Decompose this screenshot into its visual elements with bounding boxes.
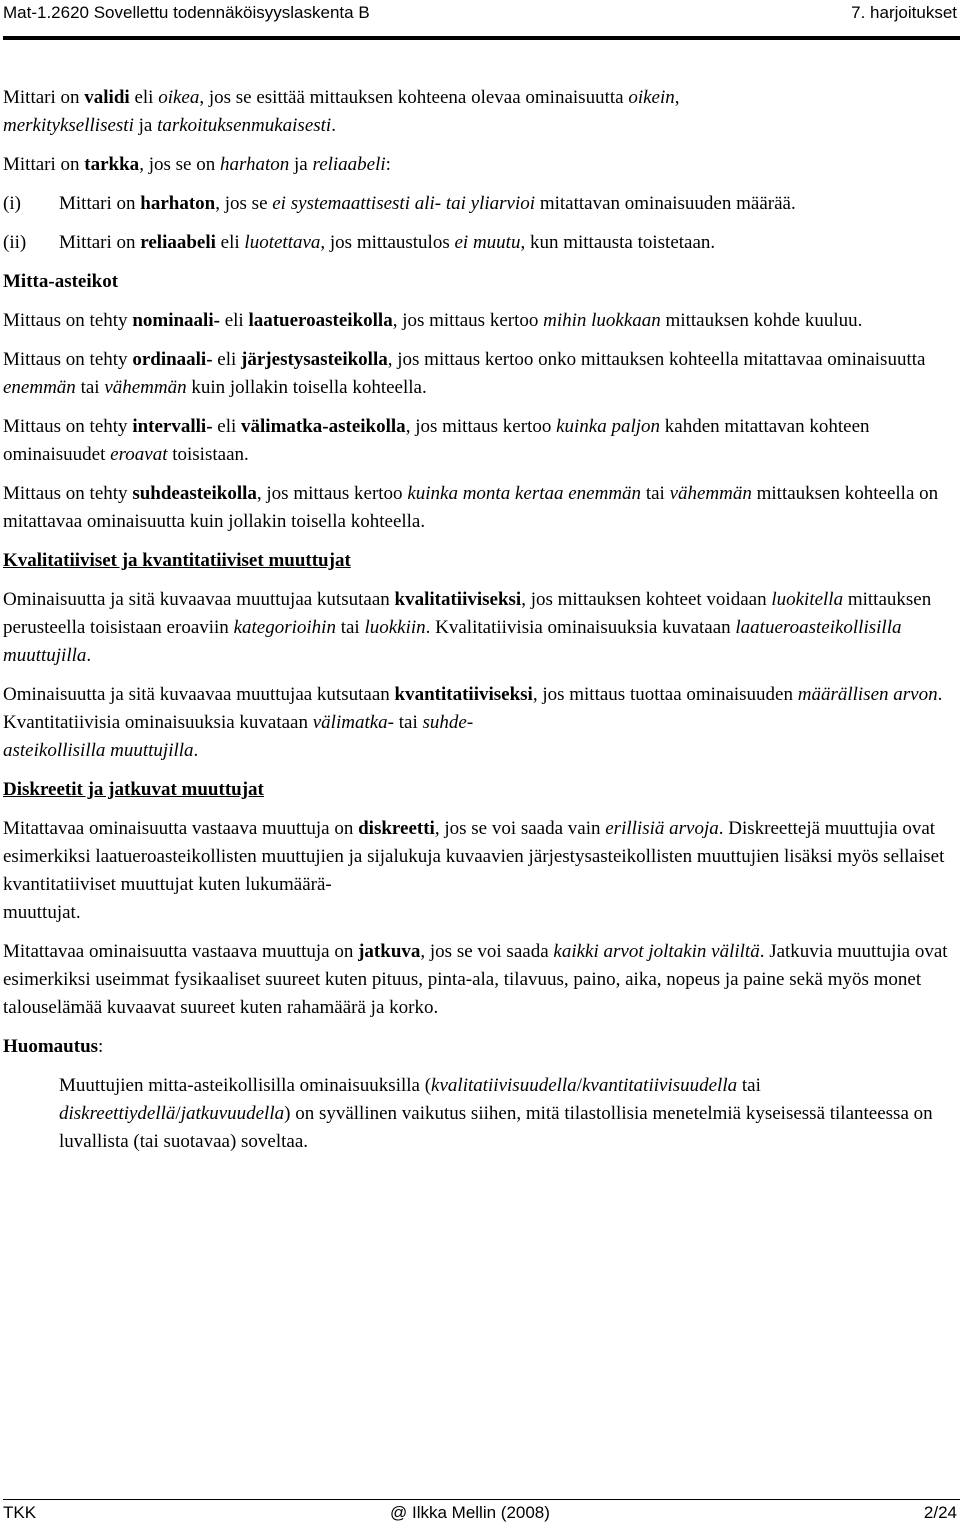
- note-heading: Huomautus:: [3, 1036, 104, 1057]
- discrete-paragraph: Mitattavaa ominaisuutta vastaava muuttuja on diskreetti, jos se voi saada vain erillisiä arvoja. Diskreettejä muuttujia ovat esimerkiksi laatueroasteikollisten muuttujien ja sijalukuja kuvaavien järjestysasteikollisten muuttujien lisäksi myös sellaiset kvantitatiiviset muuttujat kuten lukumäärä- muuttujat.: [3, 818, 945, 923]
- page-footer: [3, 1503, 957, 1529]
- footer-institution: TKK: [3, 1503, 37, 1522]
- quantitative-paragraph: Ominaisuutta ja sitä kuvaavaa muuttujaa kutsutaan kvantitatiiviseksi, jos mittaus tuottaa ominaisuuden määrällisen arvon. Kvantitatiivisia ominaisuuksia kuvataan välimatka- tai suhde- asteikollisilla muuttujilla.: [3, 684, 943, 761]
- interval-paragraph: Mittaus on tehty intervalli- eli välimatka-asteikolla, jos mittaus kertoo kuinka paljon kahden mitattavan kohteen ominaisuudet eroavat toisistaan.: [3, 416, 870, 465]
- footer-author: @ Ilkka Mellin (2008): [390, 1503, 550, 1522]
- nominal-paragraph: Mittaus on tehty nominaali- eli laatueroasteikolla, jos mittaus kertoo mihin luokkaan mittauksen kohde kuuluu.: [3, 310, 863, 331]
- ratio-paragraph: Mittaus on tehty suhdeasteikolla, jos mittaus kertoo kuinka monta kertaa enemmän tai vähemmän mittauksen kohteella on mitattavaa ominaisuutta kuin jollakin toisella kohteella.: [3, 483, 939, 532]
- page-header: [3, 0, 957, 26]
- heading-discrete-continuous: Diskreetit ja jatkuvat muuttujat: [3, 779, 264, 800]
- item-text: Mittari on reliaabeli eli luotettava, jos mittaustulos ei muutu, kun mittausta toistetaan.: [59, 232, 716, 253]
- page-number: 2/24: [923, 1503, 957, 1522]
- accuracy-paragraph: Mittari on tarkka, jos se on harhaton ja reliaabeli:: [3, 154, 391, 175]
- footer-rule: [3, 1499, 960, 1500]
- note-paragraph: Muuttujien mitta-asteikollisilla ominaisuuksilla (kvalitatiivisuudella/kvantitatiivisuudella tai diskreettiydellä/jatkuvuudella) on syvällinen vaikutus siihen, mitä tilastollisia menetelmiä kyseisessä tilanteessa on luvallista (tai suotavaa) soveltaa.: [59, 1075, 933, 1152]
- item-number: (ii): [3, 232, 27, 253]
- header-rule: [3, 36, 960, 40]
- heading-scales: Mitta-asteikot: [3, 271, 119, 292]
- heading-qualitative-quantitative: Kvalitatiiviset ja kvantitatiiviset muuttujat: [3, 550, 351, 571]
- item-number: (i): [3, 193, 21, 214]
- list-item-reliable: [3, 229, 956, 257]
- document-body: [3, 84, 956, 1156]
- ordinal-paragraph: Mittaus on tehty ordinaali- eli järjestysasteikolla, jos mittaus kertoo onko mittauksen kohteella mitattavaa ominaisuutta enemmän tai vähemmän kuin jollakin toisella kohteella.: [3, 349, 926, 398]
- item-text: Mittari on harhaton, jos se ei systemaattisesti ali- tai yliarvioi mitattavan ominaisuuden määrää.: [59, 193, 796, 214]
- qualitative-paragraph: Ominaisuutta ja sitä kuvaavaa muuttujaa kutsutaan kvalitatiiviseksi, jos mittauksen kohteet voidaan luokitella mittauksen perusteella toisistaan eroaviin kategorioihin tai luokkiin. Kvalitatiivisia ominaisuuksia kuvataan laatueroasteikollisilla muuttujilla.: [3, 589, 932, 666]
- continuous-paragraph: Mitattavaa ominaisuutta vastaava muuttuja on jatkuva, jos se voi saada kaikki arvot joltakin väliltä. Jatkuvia muuttujia ovat esimerkiksi useimmat fysikaaliset suureet kuten pituus, pinta-ala, tilavuus, paino, aika, nopeus ja paine sekä myös monet talouselämää kuvaavat suureet kuten rahamäärä ja korko.: [3, 941, 948, 1018]
- validity-paragraph: Mittari on validi eli oikea, jos se esittää mittauksen kohteena olevaa ominaisuutta oikein, merkityksellisesti ja tarkoituksenmukaisesti.: [3, 87, 680, 136]
- list-item-unbiased: [3, 190, 956, 218]
- section-title: 7. harjoitukset: [851, 3, 957, 22]
- course-title: Mat-1.2620 Sovellettu todennäköisyyslaskenta B: [3, 3, 370, 22]
